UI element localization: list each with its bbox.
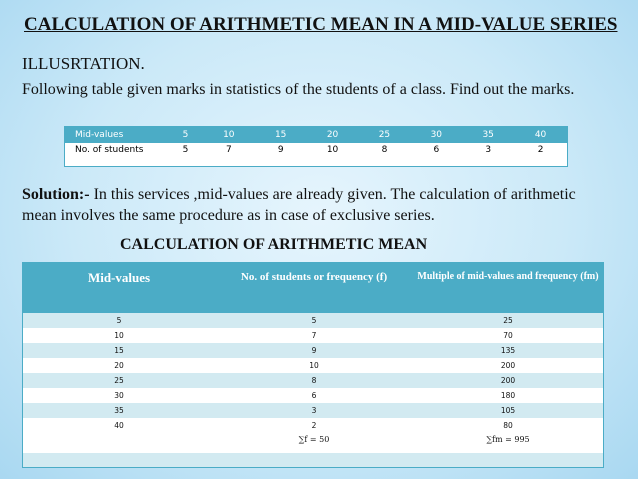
solution-label: Solution:- — [22, 186, 90, 203]
empty-row — [23, 453, 604, 468]
table-cell: 10 — [203, 127, 255, 144]
header-fm: Multiple of mid-values and frequency (fm) — [413, 263, 604, 314]
table-cell: 30 — [410, 127, 462, 144]
table-cell: 15 — [255, 127, 307, 144]
table-cell: 70 — [413, 328, 604, 343]
table-cell: 20 — [23, 358, 216, 373]
given-mid-values-row — [65, 127, 568, 144]
table-row — [23, 343, 604, 358]
header-frequency: No. of students or frequency (f) — [215, 263, 413, 314]
table-cell — [23, 433, 216, 453]
table-cell: 6 — [410, 143, 462, 167]
table-cell: 3 — [215, 403, 413, 418]
table-row — [23, 403, 604, 418]
table-row — [23, 418, 604, 433]
given-students-row — [65, 143, 568, 167]
totals-row — [23, 433, 604, 453]
illustration-heading: ILLUSRTATION. — [22, 54, 145, 73]
table-cell: 80 — [413, 418, 604, 433]
table-cell: 40 — [23, 418, 216, 433]
table-cell: 10 — [307, 143, 359, 167]
slide-title: CALCULATION OF ARITHMETIC MEAN IN A MID-VALUE SERIES — [24, 14, 618, 35]
table-cell: 7 — [203, 143, 255, 167]
table-cell: 7 — [215, 328, 413, 343]
table-row — [23, 313, 604, 328]
table-cell: 35 — [23, 403, 216, 418]
solution-paragraph — [22, 184, 612, 226]
table-cell: 15 — [23, 343, 216, 358]
question-text: Following table given marks in statistics of the students of a class. Find out the marks. — [22, 81, 575, 98]
table-cell: 40 — [514, 127, 567, 144]
table-cell: 200 — [413, 358, 604, 373]
table-cell: 25 — [359, 127, 411, 144]
table-cell: 30 — [23, 388, 216, 403]
table-cell: 10 — [215, 358, 413, 373]
table-cell: 135 — [413, 343, 604, 358]
sum-fm: ∑fm = 995 — [413, 433, 604, 453]
table-cell: 3 — [462, 143, 514, 167]
table-cell: 105 — [413, 403, 604, 418]
table-row — [23, 358, 604, 373]
table-row — [23, 388, 604, 403]
header-mid-values: Mid-values — [23, 263, 216, 314]
table-cell: 5 — [23, 313, 216, 328]
calc-header-row — [23, 263, 604, 314]
calculation-table — [22, 262, 604, 468]
table-cell: 5 — [168, 127, 203, 144]
table-row — [23, 373, 604, 388]
table-cell: 2 — [514, 143, 567, 167]
table-cell: 25 — [23, 373, 216, 388]
table-cell: 25 — [413, 313, 604, 328]
given-data-table — [64, 126, 568, 167]
row-label: Mid-values — [65, 127, 169, 144]
table-cell: 5 — [215, 313, 413, 328]
table-cell: 2 — [215, 418, 413, 433]
table-cell: 5 — [168, 143, 203, 167]
table-cell: 200 — [413, 373, 604, 388]
table-cell: 6 — [215, 388, 413, 403]
table-cell: 8 — [359, 143, 411, 167]
table-cell: 8 — [215, 373, 413, 388]
table-cell: 20 — [307, 127, 359, 144]
solution-text: In this services ,mid-values are already given. The calculation of arithmetic mean involves the same procedure as in case of exclusive series. — [22, 186, 576, 224]
calculation-heading: CALCULATION OF ARITHMETIC MEAN — [120, 236, 428, 253]
row-label: No. of students — [65, 143, 169, 167]
table-cell: 9 — [255, 143, 307, 167]
table-row — [23, 328, 604, 343]
table-cell: 10 — [23, 328, 216, 343]
table-cell: 9 — [215, 343, 413, 358]
sum-frequency: ∑f = 50 — [215, 433, 413, 453]
table-cell: 180 — [413, 388, 604, 403]
table-cell: 35 — [462, 127, 514, 144]
